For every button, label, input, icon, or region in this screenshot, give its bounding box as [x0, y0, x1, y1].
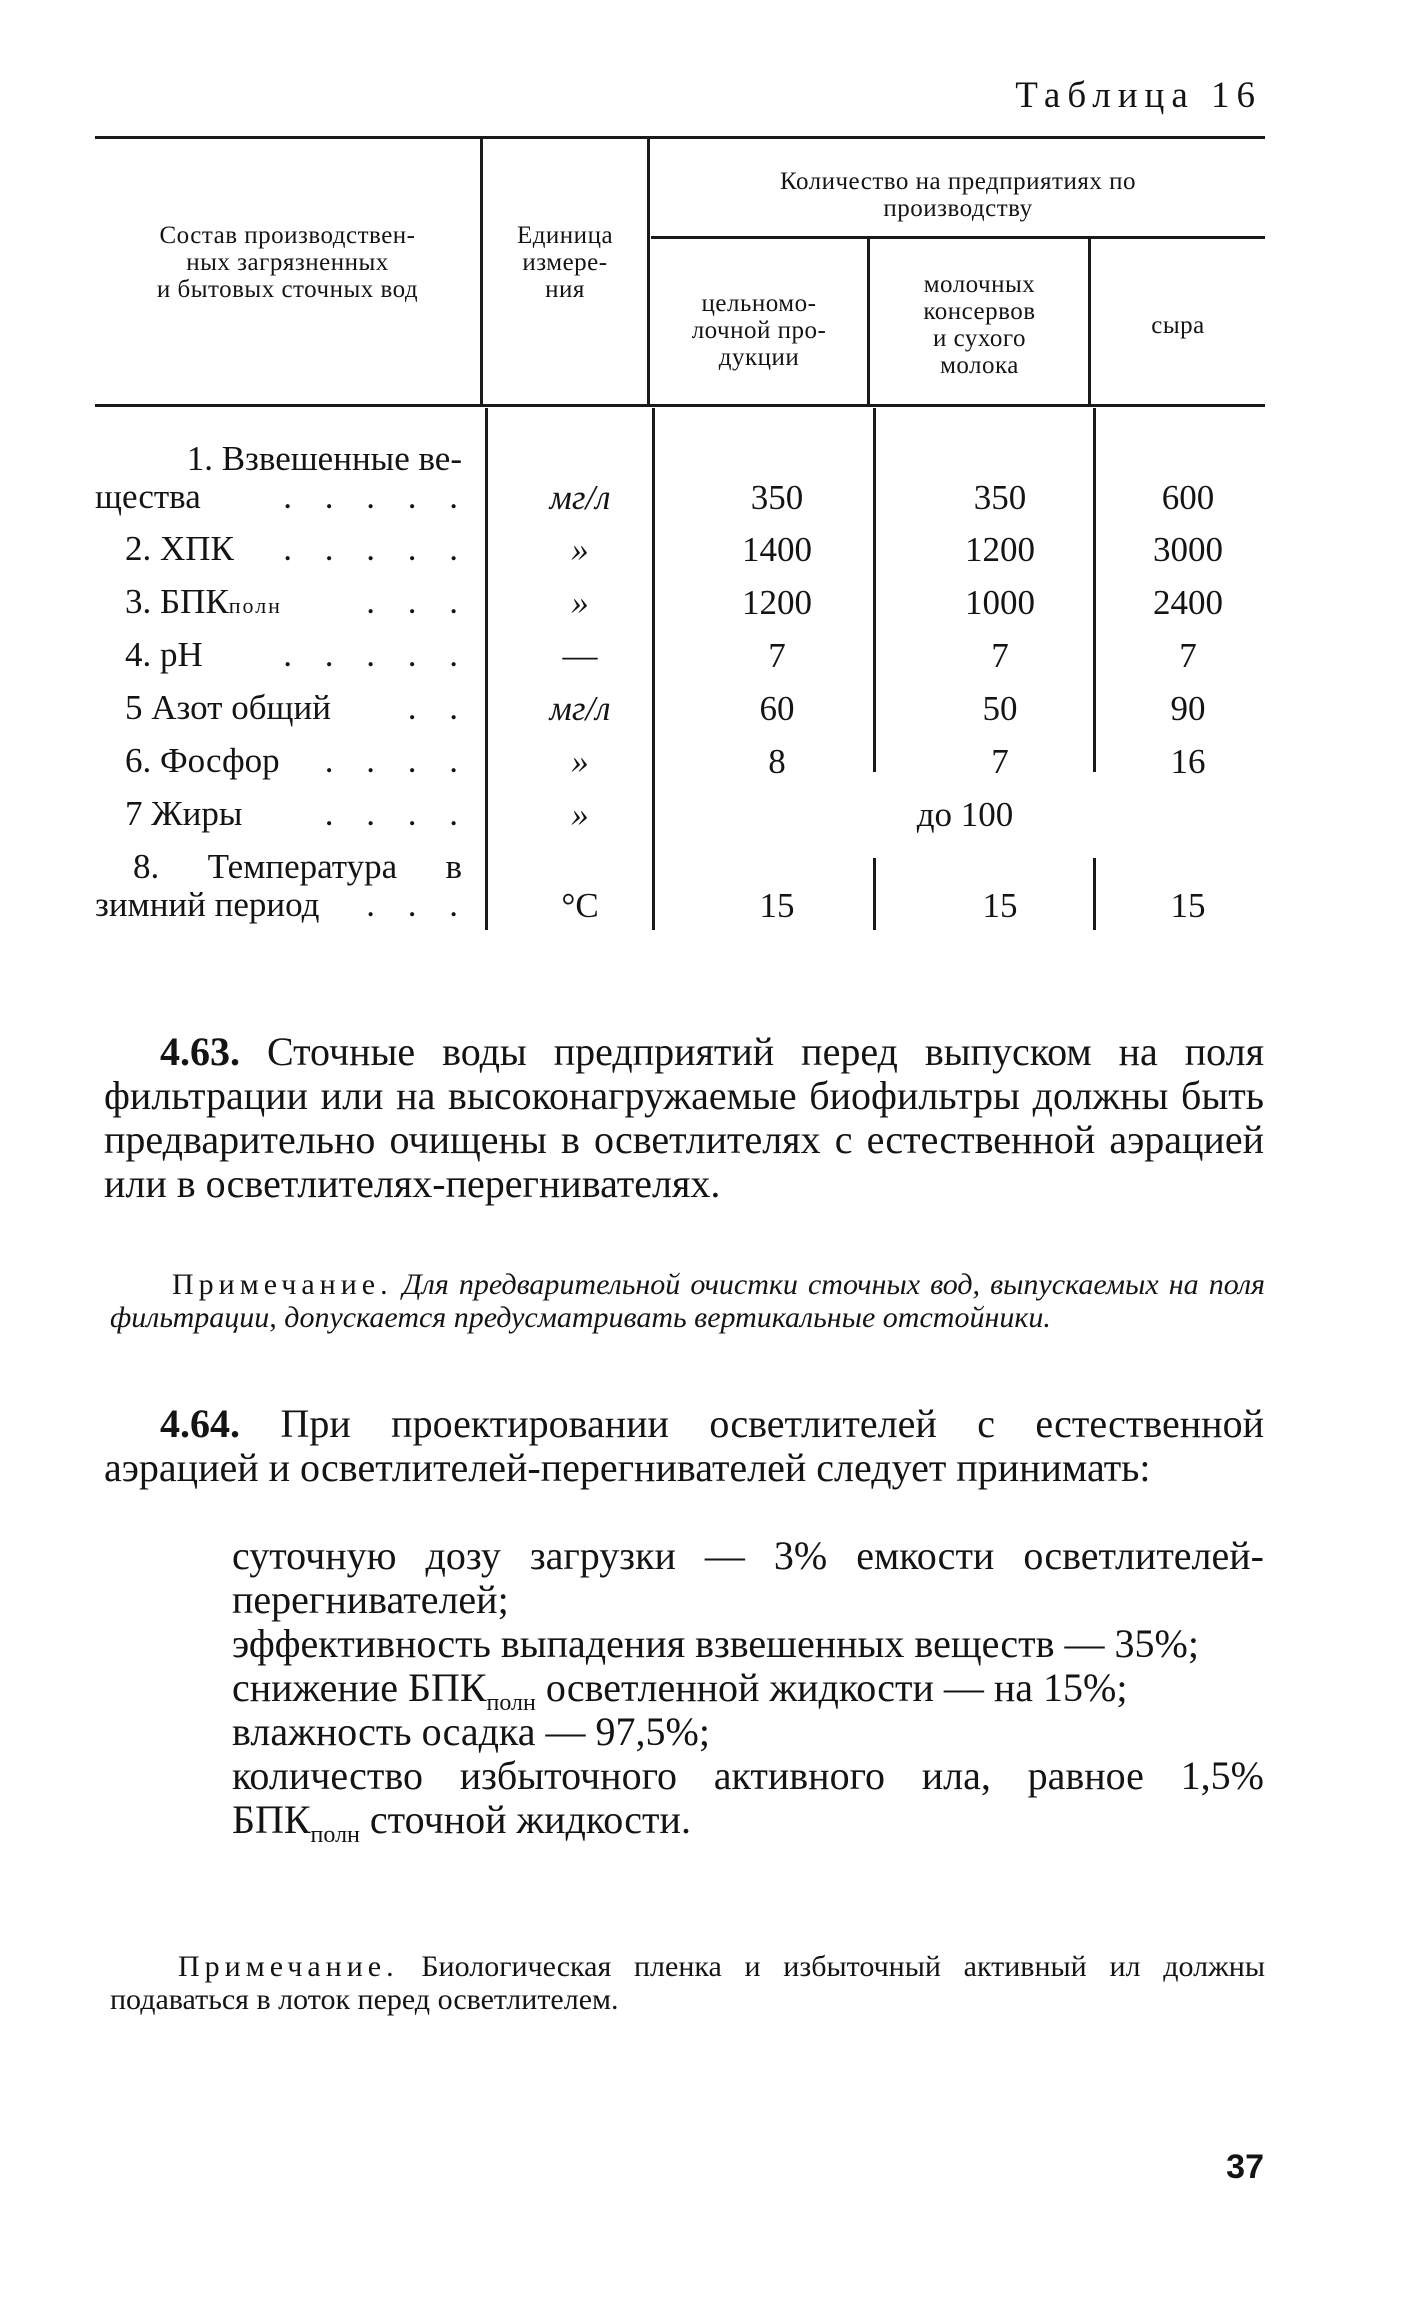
value-whole-milk: 15 [759, 886, 795, 925]
header-divider-3 [867, 236, 870, 404]
list-item [232, 1534, 1264, 1622]
value-whole-milk: 60 [759, 689, 795, 728]
value-canned-milk: 7 [991, 742, 1009, 781]
header-canned-milk: молочных консервов и сухого молока [923, 271, 1036, 379]
value-whole-milk: 1400 [742, 530, 812, 569]
row-unit: » [571, 795, 589, 834]
value-cheese: 3000 [1153, 530, 1223, 569]
note-label: Примечание. [178, 1950, 399, 1983]
row-label-text: 2. ХПК [125, 529, 234, 568]
row-label-text: 3. БПК [125, 582, 229, 621]
row-label [95, 583, 470, 625]
paragraph-4-63 [104, 1030, 1264, 1206]
list-item [232, 1665, 1264, 1716]
leader-dots: . . . . . [283, 635, 470, 674]
row-unit: мг/л [549, 478, 611, 517]
value-whole-milk: 8 [768, 742, 786, 781]
paragraph-text: При проектировании осветлителей с естественной аэрацией и осветлителей-перегнивателей следует принимать: [104, 1401, 1264, 1490]
leader-dots: . . [407, 688, 470, 727]
list-item-subscript: полн [310, 1822, 360, 1848]
row-label-line1: 1. Взвешенные ве- [186, 439, 462, 478]
leader-dots: . . . . . [283, 529, 470, 568]
list-item-text: влажность осадка — 97,5%; [232, 1709, 710, 1754]
value-cheese: 15 [1170, 886, 1206, 925]
value-cheese: 16 [1170, 742, 1206, 781]
value-cheese: 90 [1170, 689, 1206, 728]
row-label-line2: щества [95, 477, 201, 516]
row-label [95, 440, 470, 516]
row-label-text: 4. pH [125, 635, 203, 674]
row-label-line2: зимний период [95, 885, 320, 924]
row-label [95, 848, 470, 924]
row-label-line1: 8. Температура в [133, 847, 462, 886]
list-item [232, 1753, 1264, 1848]
row-label-text: 5 Азот общий [125, 688, 331, 727]
row-unit: мг/л [549, 689, 611, 728]
note-label: Примечание. [172, 1268, 393, 1301]
list-item [232, 1622, 1264, 1666]
row-unit: °С [561, 886, 599, 925]
note-1 [110, 1268, 1265, 1334]
list-item-text: количество избыточного активного ила, равное 1,5% БПК [232, 1753, 1264, 1842]
list-item-text-tail: осветленной жидкости — на 15%; [535, 1665, 1128, 1710]
header-unit: Единица измере- ния [516, 221, 614, 303]
row-unit: » [571, 530, 589, 569]
value-canned-milk: 50 [982, 689, 1018, 728]
page-number: 37 [1226, 2148, 1264, 2186]
group-header-rule [651, 236, 1265, 239]
leader-dots: . . . . [324, 794, 470, 833]
row-label [95, 689, 470, 727]
list-item-subscript: полн [486, 1690, 536, 1716]
value-canned-milk: 15 [982, 886, 1018, 925]
value-canned-milk: 7 [991, 636, 1009, 675]
header-whole-milk: цельномо- лочной про- дукции [691, 289, 827, 371]
leader-dots: . . . . [324, 741, 470, 780]
value-whole-milk: 7 [768, 636, 786, 675]
value-cheese: 600 [1161, 478, 1215, 517]
list-item-text-tail: сточной жидкости. [359, 1797, 691, 1842]
table-caption: Таблица 16 [1015, 75, 1262, 116]
header-quantity-group: Количество на предприятиях по производству [780, 168, 1136, 222]
parameter-list [232, 1533, 1264, 1848]
list-item-text: суточную дозу загрузки — 3% емкости осветлителей-перегнивателей; [232, 1533, 1264, 1622]
note-text: Для предварительной очистки сточных вод, выпускаемых на поля фильтрации, допускается предусматривать вертикальные отстойники. [110, 1268, 1265, 1334]
leader-dots: . . . [366, 582, 470, 621]
row-label-text: 7 Жиры [125, 794, 243, 833]
row-label-text: 6. Фосфор [125, 741, 280, 780]
value-canned-milk: 350 [973, 478, 1027, 517]
row-label [95, 742, 470, 780]
body-divider-1 [485, 408, 488, 930]
value-cheese: 7 [1179, 636, 1197, 675]
table-top-rule [95, 136, 1265, 139]
row-unit: » [571, 742, 589, 781]
paragraph-number: 4.64. [160, 1401, 240, 1446]
row-label-subscript: полн [228, 593, 282, 618]
note-2 [110, 1950, 1265, 2016]
list-item [232, 1710, 1264, 1754]
leader-dots: . . . . . [283, 477, 470, 516]
value-canned-milk: 1000 [965, 583, 1035, 622]
note-text: Биологическая пленка и избыточный активный ил должны подаваться в лоток перед осветлителем. [110, 1950, 1265, 2016]
list-item-text: снижение БПК [232, 1665, 487, 1710]
row-unit: — [562, 636, 598, 675]
row-unit: » [571, 583, 589, 622]
paragraph-4-64 [104, 1402, 1264, 1490]
header-divider-2 [647, 136, 650, 404]
row-label [95, 795, 470, 833]
header-composition: Состав производствен- ных загрязненных и бытовых сточных вод [156, 221, 419, 303]
data-table [95, 132, 1265, 952]
value-whole-milk: 1200 [742, 583, 812, 622]
value-span-all: до 100 [916, 795, 1014, 834]
leader-dots: . . . [366, 885, 470, 924]
header-cheese: сыра [1151, 311, 1205, 339]
row-label [95, 530, 470, 568]
list-item-text: эффективность выпадения взвешенных веществ — 35%; [232, 1621, 1199, 1666]
row-label [95, 636, 470, 674]
value-canned-milk: 1200 [965, 530, 1035, 569]
paragraph-text: Сточные воды предприятий перед выпуском на поля фильтрации или на высоконагружаемые биофильтры должны быть предварительно очищены в осветлителях с естественной аэрацией или в осветлителях-перегнивателях. [104, 1029, 1264, 1206]
value-cheese: 2400 [1153, 583, 1223, 622]
paragraph-number: 4.63. [160, 1029, 240, 1074]
value-whole-milk: 350 [750, 478, 804, 517]
header-bottom-rule [95, 404, 1265, 407]
